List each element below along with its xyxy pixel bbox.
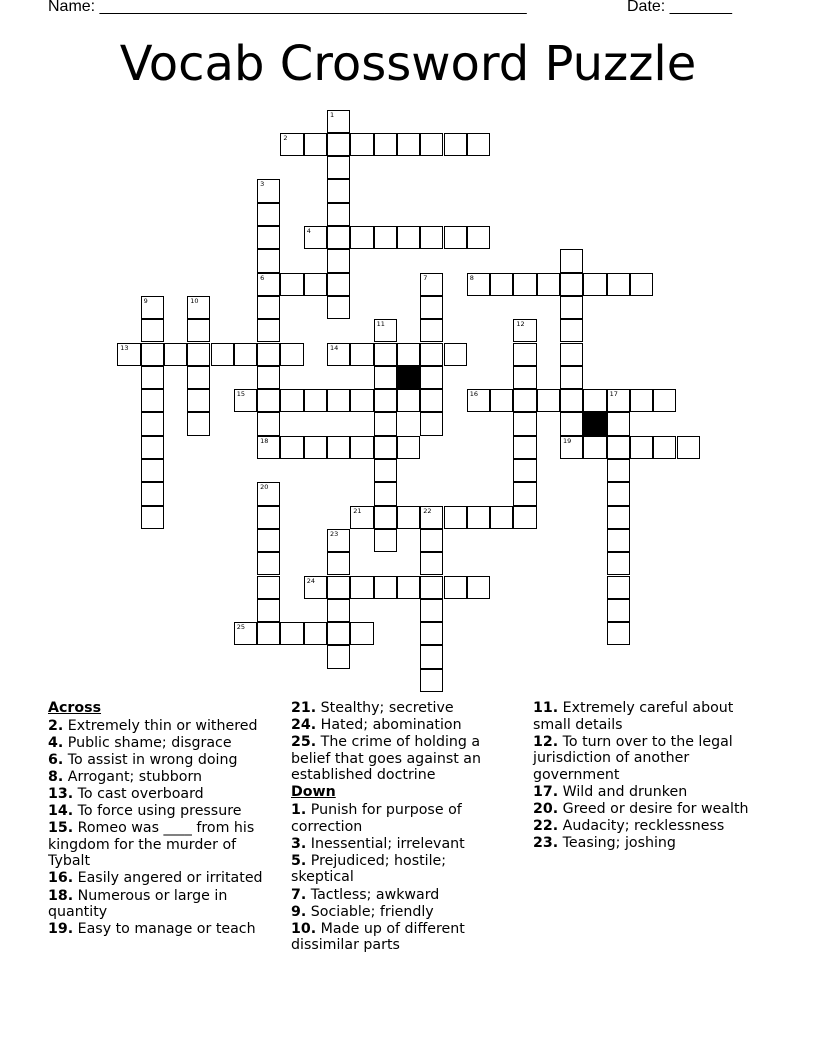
grid-cell[interactable]: [187, 343, 210, 366]
grid-cell[interactable]: [630, 436, 653, 459]
grid-cell[interactable]: [327, 343, 350, 366]
grid-cell[interactable]: [257, 622, 280, 645]
black-square: [397, 366, 420, 389]
clue-text: Public shame; disgrace: [63, 734, 232, 751]
clue-label: 10.: [291, 920, 317, 937]
grid-cell[interactable]: [257, 412, 280, 435]
grid-cell[interactable]: [560, 366, 583, 389]
across-clue-list-continued: [291, 700, 513, 784]
clue-number: 12: [516, 320, 525, 329]
grid-cell[interactable]: [374, 576, 397, 599]
clue-text: Audacity; recklessness: [558, 818, 725, 835]
grid-cell[interactable]: [327, 179, 350, 202]
across-clue: [48, 803, 276, 820]
across-clue: [48, 735, 276, 752]
clue-number: 16: [469, 390, 479, 399]
grid-cell[interactable]: [187, 412, 210, 435]
grid-cell[interactable]: [513, 273, 536, 296]
grid-cell[interactable]: [350, 506, 373, 529]
grid-cell[interactable]: [444, 226, 467, 249]
down-clue: [533, 801, 773, 818]
grid-cell[interactable]: [467, 506, 490, 529]
clue-number: 14: [330, 343, 339, 352]
clue-text: Sociable; friendly: [306, 903, 434, 920]
clue-text: Made up of different dissimilar parts: [291, 920, 465, 954]
grid-cell[interactable]: [257, 249, 280, 272]
grid-cell[interactable]: [304, 389, 327, 412]
grid-cell[interactable]: [327, 436, 350, 459]
clue-label: 15.: [48, 820, 74, 837]
across-clue: [48, 921, 276, 938]
grid-cell[interactable]: [141, 459, 164, 482]
across-clue: [291, 717, 513, 734]
down-clue: [291, 836, 513, 853]
grid-cell[interactable]: [513, 506, 536, 529]
grid-cell[interactable]: [467, 389, 490, 412]
grid-cell[interactable]: [327, 226, 350, 249]
grid-cell[interactable]: [280, 273, 303, 296]
grid-cell[interactable]: [420, 366, 443, 389]
clue-number: 24: [306, 576, 315, 585]
grid-cell[interactable]: [187, 389, 210, 412]
grid-cell[interactable]: [513, 389, 536, 412]
grid-cell[interactable]: [397, 226, 420, 249]
grid-cell[interactable]: [513, 412, 536, 435]
grid-cell[interactable]: [374, 459, 397, 482]
grid-cell[interactable]: [397, 343, 420, 366]
grid-cell[interactable]: [374, 412, 397, 435]
grid-cell[interactable]: [607, 622, 630, 645]
clue-number: 20: [260, 483, 269, 492]
down-clue: [291, 802, 513, 835]
grid-cell[interactable]: [187, 366, 210, 389]
grid-cell[interactable]: [397, 436, 420, 459]
grid-cell[interactable]: [141, 506, 164, 529]
clues-column-2: [291, 700, 513, 954]
grid-cell[interactable]: [141, 343, 164, 366]
grid-cell[interactable]: [327, 249, 350, 272]
clue-number: 11: [376, 320, 385, 329]
grid-cell[interactable]: [420, 529, 443, 552]
across-clue: [48, 888, 276, 921]
clue-text: Extremely careful about small details: [533, 700, 734, 733]
clue-number: 22: [423, 506, 432, 515]
grid-cell[interactable]: [607, 436, 630, 459]
grid-cell[interactable]: [304, 576, 327, 599]
grid-cell[interactable]: [327, 110, 350, 133]
grid-cell[interactable]: [117, 343, 140, 366]
clue-text: Teasing; joshing: [558, 835, 676, 852]
down-clue: [291, 904, 513, 921]
grid-cell[interactable]: [444, 506, 467, 529]
down-clue: [533, 700, 773, 733]
grid-cell[interactable]: [560, 319, 583, 342]
grid-cell[interactable]: [537, 273, 560, 296]
grid-cell[interactable]: [513, 319, 536, 342]
grid-cell[interactable]: [141, 296, 164, 319]
grid-cell[interactable]: [211, 343, 234, 366]
grid-cell[interactable]: [374, 133, 397, 156]
clue-number: 3: [260, 180, 265, 189]
clue-number: 25: [236, 623, 246, 632]
grid-cell[interactable]: [560, 436, 583, 459]
grid-cell[interactable]: [420, 412, 443, 435]
clue-number: 4: [306, 227, 311, 235]
page-title: Vocab Crossword Puzzle: [119, 36, 697, 92]
grid-cell[interactable]: [257, 552, 280, 575]
grid-cell[interactable]: [653, 436, 676, 459]
grid-cell[interactable]: [141, 366, 164, 389]
clue-label: 19.: [48, 921, 74, 938]
grid-cell[interactable]: [257, 319, 280, 342]
grid-cell[interactable]: [187, 319, 210, 342]
clue-label: 17.: [533, 783, 559, 800]
grid-cell[interactable]: [397, 576, 420, 599]
grid-cell[interactable]: [141, 482, 164, 505]
clue-number: 2: [283, 133, 288, 142]
grid-cell[interactable]: [304, 226, 327, 249]
grid-cell[interactable]: [374, 343, 397, 366]
clue-label: 4.: [48, 734, 64, 751]
grid-cell[interactable]: [257, 506, 280, 529]
clue-text: The crime of holding a belief that goes against an established doctrine: [291, 734, 481, 784]
clue-number: 9: [143, 296, 148, 305]
grid-cell[interactable]: [350, 226, 373, 249]
grid-cell[interactable]: [327, 296, 350, 319]
grid-cell[interactable]: [234, 389, 257, 412]
grid-cell[interactable]: [304, 133, 327, 156]
date-label: Date: _______: [627, 0, 732, 15]
grid-cell[interactable]: [653, 389, 676, 412]
grid-cell[interactable]: [327, 622, 350, 645]
clue-text: Prejudiced; hostile; skeptical: [291, 852, 447, 886]
grid-cell[interactable]: [257, 296, 280, 319]
grid-cell[interactable]: [374, 389, 397, 412]
grid-cell[interactable]: [234, 343, 257, 366]
grid-cell[interactable]: [257, 436, 280, 459]
clue-number: 8: [469, 273, 474, 282]
clue-text: To assist in wrong doing: [63, 751, 238, 768]
clue-text: Romeo was ____ from his kingdom for the murder of Tybalt: [48, 820, 255, 870]
grid-cell[interactable]: [327, 273, 350, 296]
grid-cell[interactable]: [327, 133, 350, 156]
grid-cell[interactable]: [350, 436, 373, 459]
grid-cell[interactable]: [513, 343, 536, 366]
grid-cell[interactable]: [560, 389, 583, 412]
clue-label: 18.: [48, 887, 74, 904]
clue-label: 23.: [533, 835, 559, 852]
grid-cell[interactable]: [257, 203, 280, 226]
grid-cell[interactable]: [374, 436, 397, 459]
down-clue: [533, 835, 773, 852]
clue-text: Extremely thin or withered: [63, 717, 258, 734]
clue-label: 9.: [291, 903, 307, 920]
grid-cell[interactable]: [420, 226, 443, 249]
grid-cell[interactable]: [420, 296, 443, 319]
grid-cell[interactable]: [327, 599, 350, 622]
clue-label: 11.: [533, 700, 559, 716]
clue-number: 6: [260, 273, 265, 282]
grid-cell[interactable]: [420, 506, 443, 529]
grid-cell[interactable]: [630, 389, 653, 412]
down-heading: Down: [291, 784, 336, 801]
grid-cell[interactable]: [420, 669, 443, 692]
grid-cell[interactable]: [560, 273, 583, 296]
across-clue: [48, 820, 276, 870]
grid-cell[interactable]: [141, 412, 164, 435]
grid-cell[interactable]: [374, 319, 397, 342]
grid-cell[interactable]: [607, 482, 630, 505]
grid-cell[interactable]: [304, 273, 327, 296]
grid-cell[interactable]: [607, 576, 630, 599]
grid-cell[interactable]: [257, 482, 280, 505]
grid-cell[interactable]: [350, 389, 373, 412]
grid-cell[interactable]: [560, 249, 583, 272]
grid-cell[interactable]: [420, 599, 443, 622]
grid-cell[interactable]: [467, 133, 490, 156]
grid-cell[interactable]: [607, 552, 630, 575]
clue-label: 13.: [48, 785, 74, 802]
down-clue: [533, 818, 773, 835]
across-heading: Across: [48, 700, 102, 716]
grid-cell[interactable]: [490, 273, 513, 296]
grid-cell[interactable]: [607, 506, 630, 529]
clue-text: To cast overboard: [73, 785, 204, 802]
grid-cell[interactable]: [304, 622, 327, 645]
clue-number: 13: [120, 343, 129, 352]
grid-cell[interactable]: [257, 389, 280, 412]
grid-cell[interactable]: [327, 156, 350, 179]
grid-cell[interactable]: [513, 459, 536, 482]
grid-cell[interactable]: [467, 226, 490, 249]
grid-cell[interactable]: [234, 622, 257, 645]
grid-cell[interactable]: [607, 599, 630, 622]
clue-text: To turn over to the legal jurisdiction of another government: [533, 733, 733, 783]
grid-cell[interactable]: [490, 389, 513, 412]
clue-text: Easily angered or irritated: [73, 870, 263, 887]
grid-cell[interactable]: [141, 319, 164, 342]
grid-cell[interactable]: [304, 436, 327, 459]
grid-cell[interactable]: [327, 389, 350, 412]
clue-label: 12.: [533, 733, 559, 750]
clue-text: Easy to manage or teach: [73, 921, 256, 938]
down-clue: [291, 887, 513, 904]
down-clue: [291, 853, 513, 886]
grid-cell[interactable]: [350, 576, 373, 599]
grid-cell[interactable]: [630, 273, 653, 296]
grid-cell[interactable]: [280, 622, 303, 645]
clue-number: 10: [190, 296, 199, 305]
down-clue: [533, 784, 773, 801]
clue-label: 16.: [48, 870, 74, 887]
clue-text: Arrogant; stubborn: [63, 768, 203, 785]
grid-cell[interactable]: [257, 179, 280, 202]
clue-number: 1: [330, 110, 335, 119]
clue-text: Stealthy; secretive: [316, 700, 454, 716]
grid-cell[interactable]: [397, 506, 420, 529]
grid-cell[interactable]: [583, 436, 606, 459]
grid-cell[interactable]: [420, 576, 443, 599]
grid-cell[interactable]: [420, 552, 443, 575]
grid-cell[interactable]: [444, 343, 467, 366]
grid-cell[interactable]: [560, 296, 583, 319]
clue-label: 1.: [291, 802, 307, 819]
grid-cell[interactable]: [444, 576, 467, 599]
clue-number: 15: [236, 390, 246, 399]
grid-cell[interactable]: [677, 436, 700, 459]
clue-text: Hated; abomination: [316, 717, 462, 734]
across-clue: [48, 718, 276, 735]
clue-label: 14.: [48, 803, 74, 820]
grid-cell[interactable]: [560, 343, 583, 366]
grid-cell[interactable]: [374, 529, 397, 552]
clue-text: Greed or desire for wealth: [558, 801, 749, 818]
across-clue: [291, 734, 513, 784]
grid-cell[interactable]: [467, 576, 490, 599]
clue-number: 17: [609, 390, 618, 399]
down-clue-list-continued: [533, 700, 773, 852]
grid-cell[interactable]: [420, 645, 443, 668]
clue-label: 6.: [48, 751, 64, 768]
grid-cell[interactable]: [164, 343, 187, 366]
grid-cell[interactable]: [513, 366, 536, 389]
grid-cell[interactable]: [583, 273, 606, 296]
grid-cell[interactable]: [420, 133, 443, 156]
grid-cell[interactable]: [280, 343, 303, 366]
grid-cell[interactable]: [257, 599, 280, 622]
grid-cell[interactable]: [187, 296, 210, 319]
grid-cell[interactable]: [280, 389, 303, 412]
grid-cell[interactable]: [257, 576, 280, 599]
grid-cell[interactable]: [607, 389, 630, 412]
grid-cell[interactable]: [141, 389, 164, 412]
grid-cell[interactable]: [490, 506, 513, 529]
grid-cell[interactable]: [257, 529, 280, 552]
name-label: Name: ________________________________________________: [48, 0, 527, 15]
clue-number: 21: [353, 506, 362, 515]
clue-label: 7.: [291, 886, 307, 903]
clue-number: 23: [330, 529, 339, 538]
clue-text: Inessential; irrelevant: [306, 835, 465, 852]
grid-cell[interactable]: [607, 459, 630, 482]
grid-cell[interactable]: [327, 576, 350, 599]
down-clue-list: [291, 802, 513, 954]
grid-cell[interactable]: [444, 133, 467, 156]
grid-cell[interactable]: [280, 436, 303, 459]
grid-cell[interactable]: [607, 412, 630, 435]
grid-cell[interactable]: [327, 552, 350, 575]
clue-number: 7: [423, 273, 428, 282]
grid-cell[interactable]: [420, 389, 443, 412]
clue-text: Wild and drunken: [558, 783, 688, 800]
across-clue: [48, 786, 276, 803]
clue-label: 3.: [291, 835, 307, 852]
grid-cell[interactable]: [513, 436, 536, 459]
grid-cell[interactable]: [257, 343, 280, 366]
grid-cell[interactable]: [374, 482, 397, 505]
clue-label: 5.: [291, 852, 307, 869]
grid-cell[interactable]: [374, 366, 397, 389]
clue-number: 19: [563, 436, 572, 445]
grid-cell[interactable]: [607, 529, 630, 552]
grid-cell[interactable]: [350, 622, 373, 645]
black-square: [583, 412, 606, 435]
grid-cell[interactable]: [537, 389, 560, 412]
grid-cell[interactable]: [420, 343, 443, 366]
grid-cell[interactable]: [583, 389, 606, 412]
grid-cell[interactable]: [327, 529, 350, 552]
grid-cell[interactable]: [397, 133, 420, 156]
grid-cell[interactable]: [350, 343, 373, 366]
grid-cell[interactable]: [327, 203, 350, 226]
grid-cell[interactable]: [420, 319, 443, 342]
clue-label: 8.: [48, 768, 64, 785]
grid-cell[interactable]: [141, 436, 164, 459]
clue-number: 18: [260, 436, 269, 445]
clue-text: Tactless; awkward: [306, 886, 440, 903]
grid-cell[interactable]: [374, 506, 397, 529]
across-clue: [48, 870, 276, 887]
across-clue: [48, 769, 276, 786]
grid-cell[interactable]: [257, 273, 280, 296]
grid-cell[interactable]: [257, 226, 280, 249]
clue-label: 2.: [48, 717, 64, 734]
clues-column-3: [533, 700, 773, 852]
grid-cell[interactable]: [560, 412, 583, 435]
grid-cell[interactable]: [513, 482, 536, 505]
clue-label: 21.: [291, 700, 317, 716]
grid-cell[interactable]: [607, 273, 630, 296]
clue-label: 20.: [533, 801, 559, 818]
clue-text: To force using pressure: [73, 803, 242, 820]
clue-text: Numerous or large in quantity: [48, 887, 228, 921]
down-clue: [291, 921, 513, 954]
grid-cell[interactable]: [467, 273, 490, 296]
grid-cell[interactable]: [397, 389, 420, 412]
grid-cell[interactable]: [257, 366, 280, 389]
clues-column-1: [48, 700, 276, 956]
grid-cell[interactable]: [420, 273, 443, 296]
clue-label: 22.: [533, 818, 559, 835]
grid-cell[interactable]: [280, 133, 303, 156]
clue-label: 24.: [291, 717, 317, 734]
clue-label: 25.: [291, 734, 317, 751]
grid-cell[interactable]: [327, 645, 350, 668]
grid-cell[interactable]: [374, 226, 397, 249]
across-clue-list: [48, 718, 276, 938]
across-clue: [291, 700, 513, 717]
clue-text: Punish for purpose of correction: [291, 802, 462, 835]
grid-cell[interactable]: [420, 622, 443, 645]
grid-cell[interactable]: [350, 133, 373, 156]
across-clue: [48, 752, 276, 769]
down-clue: [533, 734, 773, 784]
